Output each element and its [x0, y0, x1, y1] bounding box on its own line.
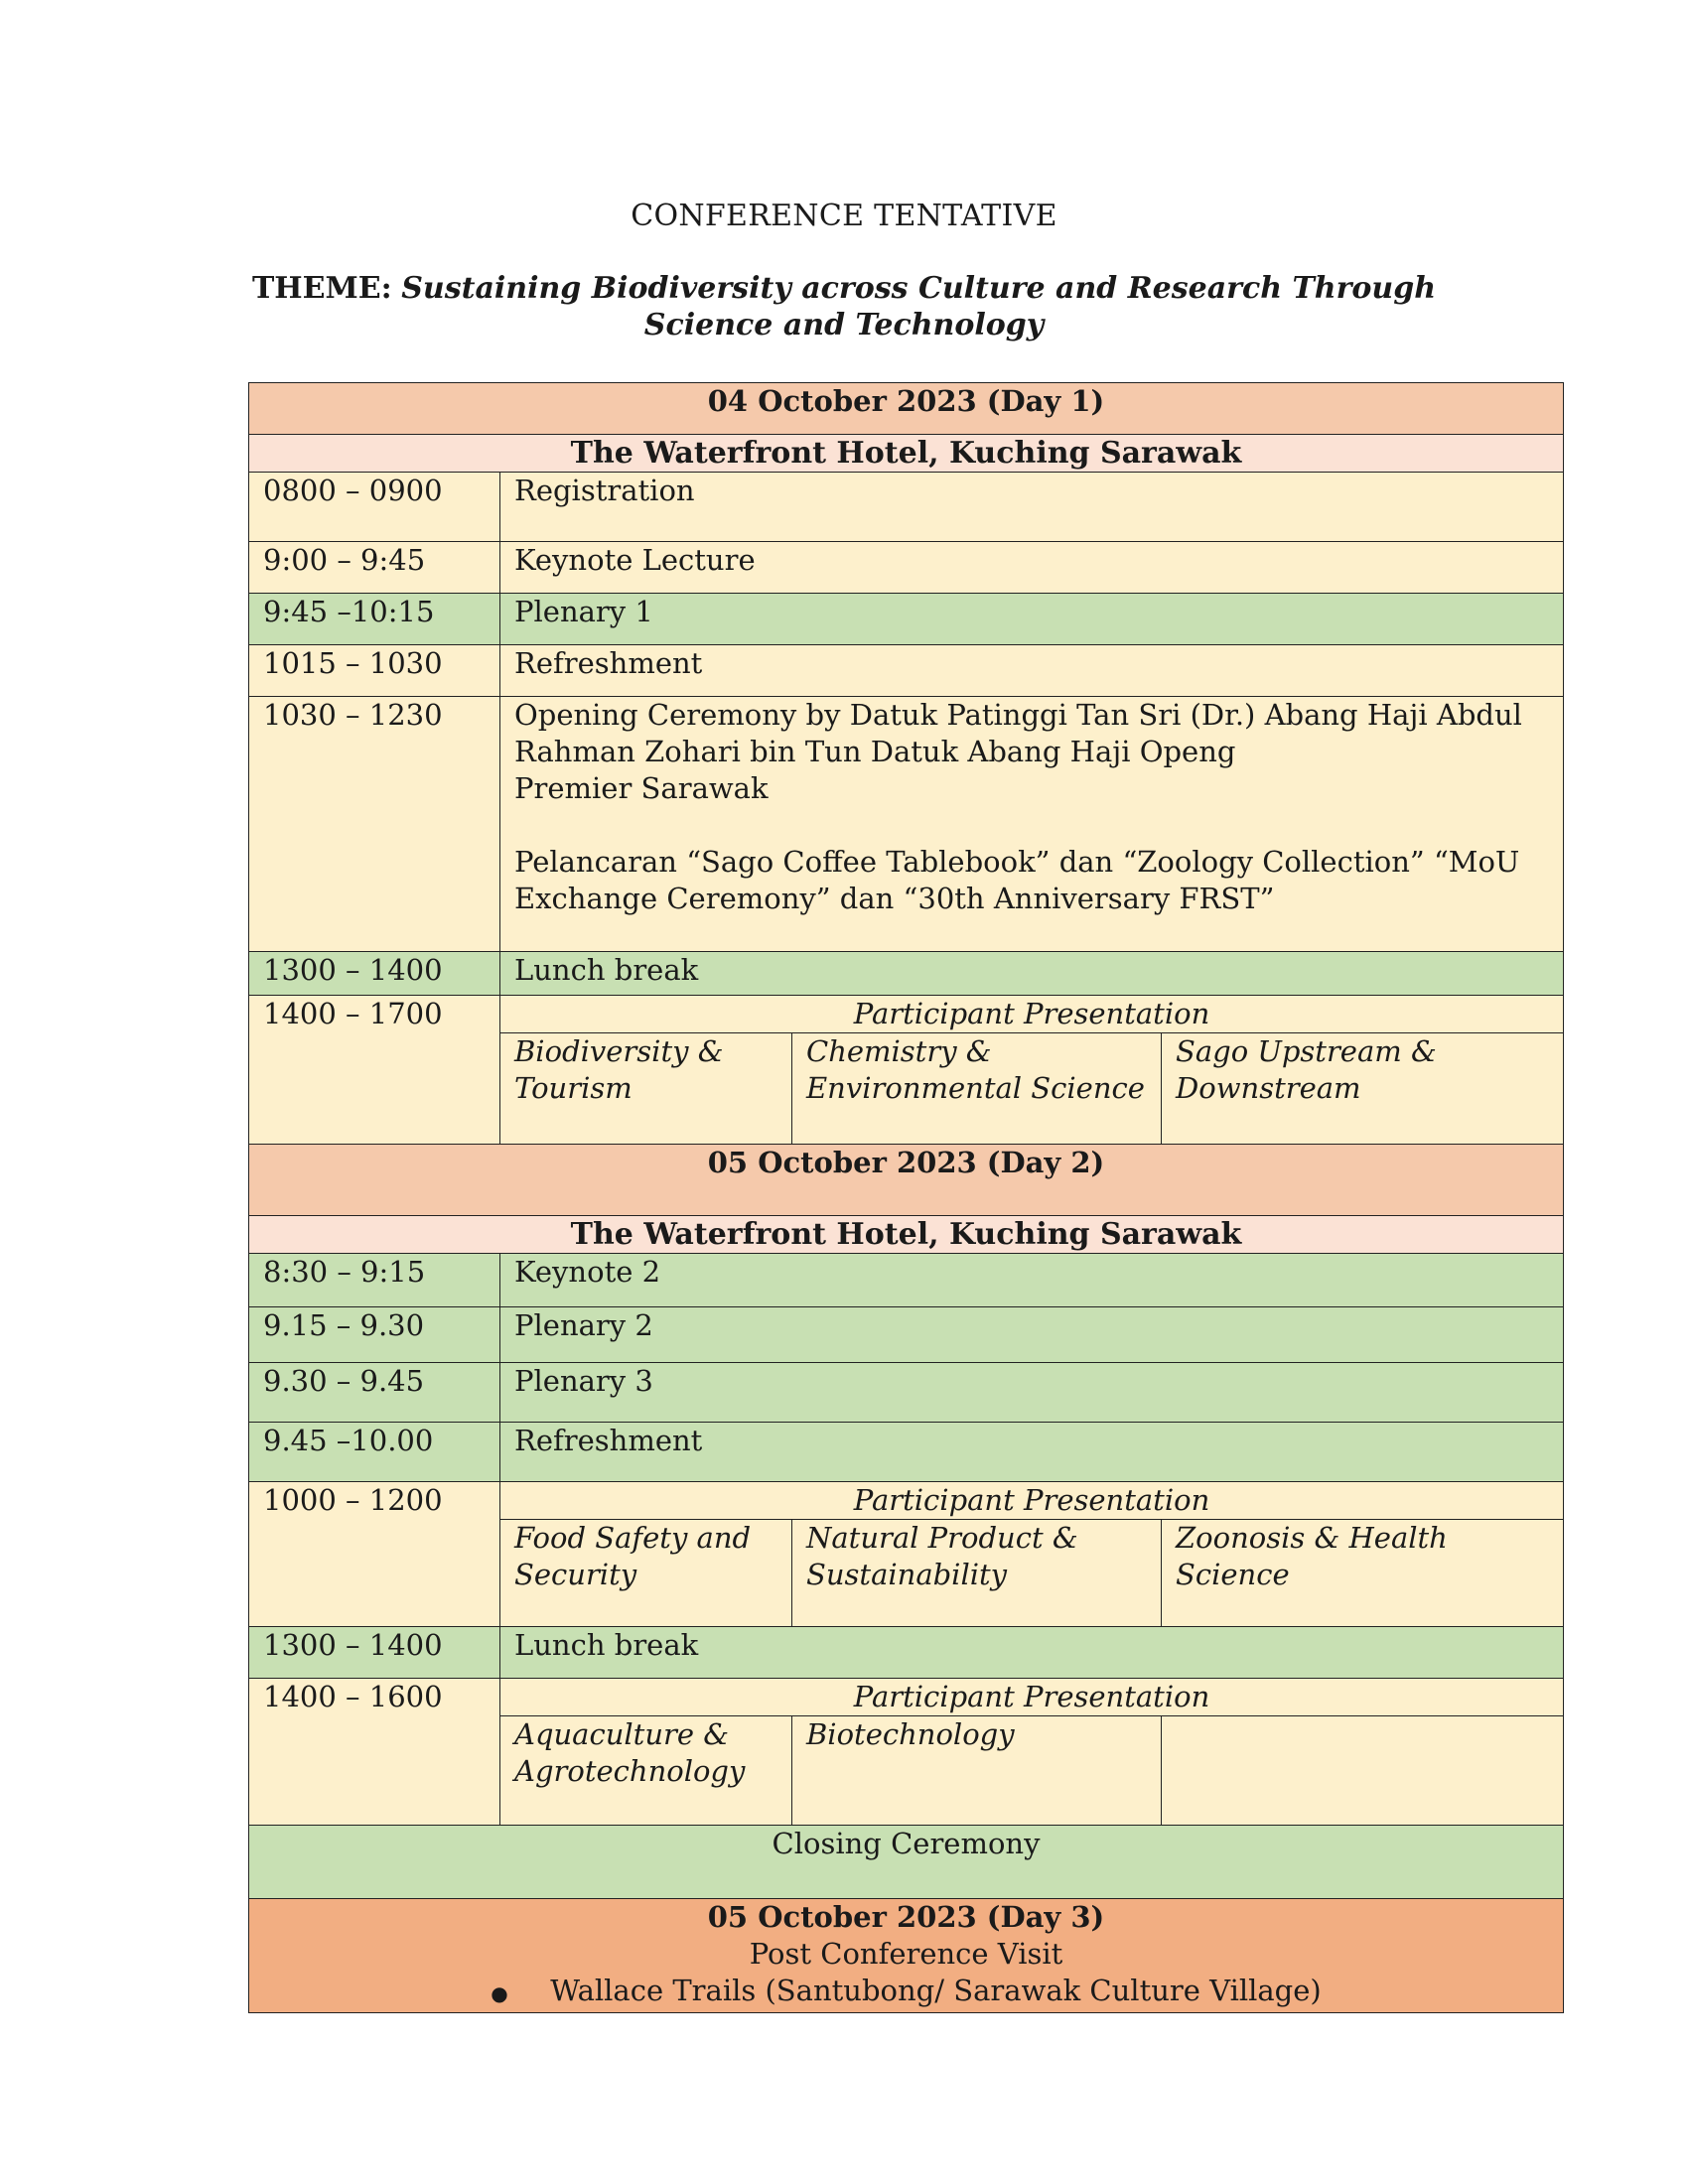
- participant-presentation-label: Participant Presentation: [500, 996, 1564, 1033]
- day3-subheading: Post Conference Visit: [749, 1937, 1063, 1971]
- day2-heading: 05 October 2023 (Day 2): [249, 1145, 1564, 1216]
- page-title: CONFERENCE TENTATIVE: [631, 199, 1057, 233]
- day2-venue-row: [249, 1216, 1564, 1254]
- table-row: [249, 1423, 1564, 1482]
- track-cell: [500, 1033, 792, 1145]
- track-line: Agrotechnology: [514, 1754, 746, 1788]
- track-cell: [500, 1520, 792, 1627]
- track-line: Biotechnology: [806, 1717, 1015, 1751]
- table-row: [249, 1482, 1564, 1520]
- day2-venue: The Waterfront Hotel, Kuching Sarawak: [249, 1216, 1564, 1254]
- event-cell: Plenary 2: [500, 1307, 1564, 1363]
- time-cell: 9:45 –10:15: [249, 594, 500, 645]
- day3-cell: [249, 1899, 1564, 2013]
- table-row: [249, 996, 1564, 1033]
- time-cell: 9.45 –10.00: [249, 1423, 500, 1482]
- theme-block: [248, 270, 1440, 343]
- time-cell: 8:30 – 9:15: [249, 1254, 500, 1307]
- track-line: Sustainability: [806, 1558, 1008, 1591]
- theme-text-line2: Science and Technology: [643, 308, 1045, 342]
- closing-ceremony: Closing Ceremony: [249, 1826, 1564, 1899]
- track-line: Zoonosis & Health: [1176, 1521, 1448, 1555]
- event-line: Opening Ceremony by Datuk Patinggi Tan Sri (Dr.) Abang Haji Abdul: [514, 698, 1522, 732]
- track-line: Science: [1176, 1558, 1290, 1591]
- event-cell: Keynote 2: [500, 1254, 1564, 1307]
- bullet-icon: ●: [491, 1981, 508, 2005]
- track-cell: [1162, 1033, 1564, 1145]
- track-cell: [1162, 1716, 1564, 1826]
- time-cell: 1400 – 1700: [249, 996, 500, 1145]
- table-row: [249, 1254, 1564, 1307]
- time-cell: 1000 – 1200: [249, 1482, 500, 1627]
- table-row: [249, 1363, 1564, 1423]
- event-cell: Plenary 1: [500, 594, 1564, 645]
- day1-venue: The Waterfront Hotel, Kuching Sarawak: [249, 435, 1564, 473]
- time-cell: 0800 – 0900: [249, 473, 500, 542]
- track-line: Tourism: [514, 1071, 633, 1105]
- participant-presentation-label: Participant Presentation: [500, 1482, 1564, 1520]
- track-line: Security: [514, 1558, 637, 1591]
- event-cell: Registration: [500, 473, 1564, 542]
- event-cell: Plenary 3: [500, 1363, 1564, 1423]
- time-cell: 9.15 – 9.30: [249, 1307, 500, 1363]
- event-line: Rahman Zohari bin Tun Datuk Abang Haji Openg: [514, 735, 1236, 768]
- track-cell: [792, 1033, 1162, 1145]
- event-cell: Refreshment: [500, 1423, 1564, 1482]
- track-cell: [500, 1716, 792, 1826]
- track-cell: [1162, 1520, 1564, 1627]
- track-line: Chemistry &: [806, 1034, 992, 1068]
- track-line: Sago Upstream &: [1176, 1034, 1437, 1068]
- time-cell: 1300 – 1400: [249, 1627, 500, 1679]
- track-line: Natural Product &: [806, 1521, 1078, 1555]
- schedule-table: [248, 382, 1564, 2013]
- table-row: [249, 473, 1564, 542]
- day3-bullet-item: [263, 1973, 1549, 2012]
- time-cell: 1015 – 1030: [249, 645, 500, 697]
- day3-row: [249, 1899, 1564, 2013]
- time-cell: 1030 – 1230: [249, 697, 500, 952]
- theme-text-line1: Sustaining Biodiversity across Culture and Research Through: [401, 271, 1437, 306]
- event-line: Exchange Ceremony” dan “30th Anniversary FRST”: [514, 882, 1275, 915]
- table-row: [249, 594, 1564, 645]
- table-row: [249, 542, 1564, 594]
- time-cell: 9:00 – 9:45: [249, 542, 500, 594]
- event-cell: [500, 697, 1564, 952]
- track-line: Biodiversity &: [514, 1034, 724, 1068]
- participant-presentation-label: Participant Presentation: [500, 1679, 1564, 1716]
- day3-bullet-text: Wallace Trails (Santubong/ Sarawak Culture Village): [550, 1974, 1322, 2007]
- event-cell: Lunch break: [500, 1627, 1564, 1679]
- table-row: [249, 1627, 1564, 1679]
- closing-row: [249, 1826, 1564, 1899]
- table-row: [249, 1679, 1564, 1716]
- event-cell: Lunch break: [500, 952, 1564, 996]
- event-line: Pelancaran “Sago Coffee Tablebook” dan “Zoology Collection” “MoU: [514, 845, 1520, 879]
- day1-venue-row: [249, 435, 1564, 473]
- track-cell: [792, 1520, 1162, 1627]
- table-row: [249, 697, 1564, 952]
- day1-header-row: [249, 383, 1564, 435]
- track-line: Environmental Science: [806, 1071, 1145, 1105]
- table-row: [249, 952, 1564, 996]
- theme-label: THEME:: [251, 271, 392, 306]
- track-line: Downstream: [1176, 1071, 1361, 1105]
- day1-heading: 04 October 2023 (Day 1): [249, 383, 1564, 435]
- event-cell: Refreshment: [500, 645, 1564, 697]
- time-cell: 9.30 – 9.45: [249, 1363, 500, 1423]
- day3-heading: 05 October 2023 (Day 3): [707, 1900, 1105, 1934]
- table-row: [249, 1307, 1564, 1363]
- track-line: Food Safety and: [514, 1521, 752, 1555]
- track-cell: [792, 1716, 1162, 1826]
- day2-header-row: [249, 1145, 1564, 1216]
- track-line: Aquaculture &: [514, 1717, 730, 1751]
- time-cell: 1300 – 1400: [249, 952, 500, 996]
- time-cell: 1400 – 1600: [249, 1679, 500, 1826]
- table-row: [249, 645, 1564, 697]
- event-line: Premier Sarawak: [514, 771, 769, 805]
- event-cell: Keynote Lecture: [500, 542, 1564, 594]
